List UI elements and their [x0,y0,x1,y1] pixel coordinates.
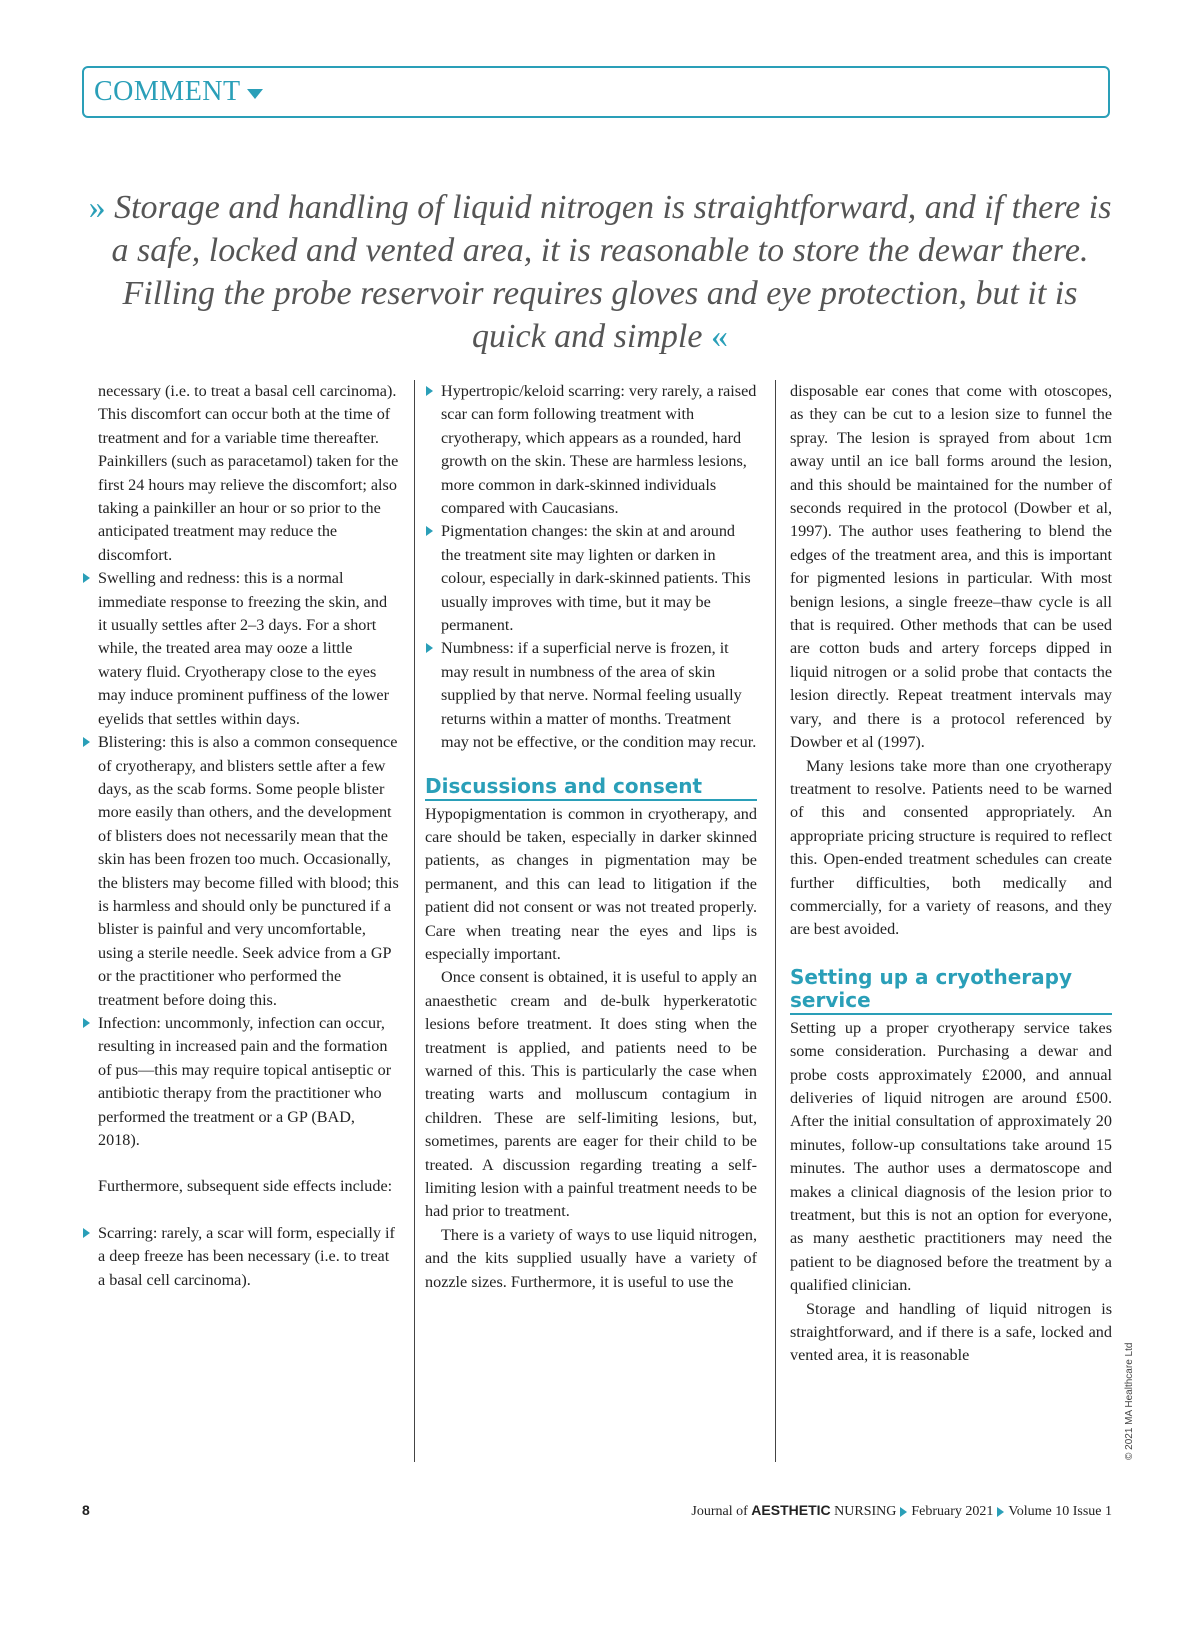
pull-quote [85,186,1115,358]
page-number: 8 [82,1502,90,1518]
column-3 [790,380,1112,1368]
section-label: COMMENT [94,76,263,108]
column-2 [425,380,757,1294]
quote-close-mark: « [710,318,728,355]
paragraph: Hypopigmentation is common in cryotherapy, and care should be taken, especially in darker skinned patients, as changes in pigmentation may be permanent, and this can lead to litigation if the patient did not consent or was not treated properly. Care when treating near the eyes and lips is especially important. [425,804,757,963]
bullet-item: Swelling and redness: this is a normal immediate response to freezing the skin, and it usually settles after 2–3 days. For a short while, the treated area may ooze a little watery fluid. Cryotherapy close to the eyes may induce prominent puffiness of the lower eyelids that settles within days. [82,567,400,731]
paragraph: necessary (i.e. to treat a basal cell carcinoma). This discomfort can occur both at the time of treatment and for a variable time thereafter. Painkillers (such as paracetamol) taken for the first 24 hours may relieve the discomfort; also taking a painkiller an hour or so prior to the anticipated treatment may reduce the discomfort. [98,382,399,564]
paragraph: There is a variety of ways to use liquid nitrogen, and the kits supplied usually have a variety of nozzle sizes. Furthermore, it is useful to use the [425,1225,757,1291]
paragraph: Furthermore, subsequent side effects include: [98,1177,393,1196]
paragraph: Setting up a proper cryotherapy service takes some consideration. Purchasing a dewar and probe costs approximately £2000, and annual deliveries of liquid nitrogen are around £500. After the initial consultation of approximately 20 minutes, follow-up consultations take around 15 minutes. The author uses a dermatoscope and makes a clinical diagnosis of the lesion prior to treatment, but this is not an option for everyone, as many aesthetic practitioners may need the patient to be diagnosed before the treatment by a qualified clinician. [790,1018,1112,1295]
bullet-item: Scarring: rarely, a scar will form, especially if a deep freeze has been necessary (i.e. to treat a basal cell carcinoma). [82,1222,400,1292]
bullet-triangle-icon [83,573,90,583]
bullet-triangle-icon [426,526,433,536]
column-divider [414,380,415,1462]
journal-footer [691,1502,1112,1520]
journal-suffix: NURSING [834,1504,897,1519]
paragraph: Storage and handling of liquid nitrogen is straightforward, and if there is a safe, locked and vented area, it is reasonable [790,1299,1112,1365]
column-1 [82,380,400,1292]
copyright-notice: © 2021 MA Healthcare Ltd [1124,1342,1135,1460]
bullet-triangle-icon [426,643,433,653]
bullet-item: Numbness: if a superficial nerve is frozen, it may result in numbness of the area of skin supplied by that nerve. Normal feeling usually returns within a matter of months. Treatment may not be effective, or the condition may recur. [425,637,757,754]
journal-prefix: Journal of [691,1504,748,1519]
bullet-triangle-icon [426,386,433,396]
bullet-item: Infection: uncommonly, infection can occur, resulting in increased pain and the formation of pus—this may require topical antiseptic or antibiotic therapy from the practitioner who performed the treatment or a GP (BAD, 2018). [82,1012,400,1152]
bullet-triangle-icon [83,737,90,747]
paragraph: Once consent is obtained, it is useful to apply an anaesthetic cream and de-bulk hyperkeratotic lesions before treatment. It does sting when the treatment is applied, and patients need to be warned of this. This is particularly the case when treating warts and molluscum contagium in children. These are self-limiting lesions, but, sometimes, parents are eager for their child to be treated. A discussion regarding treating a self-limiting lesion with a painful treatment needs to be had prior to treatment. [425,968,757,1221]
paragraph: Many lesions take more than one cryotherapy treatment to resolve. Patients need to be warned of this and consented appropriately. An appropriate pricing structure is required to reflect this. Open-ended treatment schedules can create further difficulties, both medically and commercially, for a variety of reasons, and they are best avoided. [790,756,1112,939]
volume-issue: Volume 10 Issue 1 [1008,1504,1112,1519]
section-heading: Setting up a cryotherapy service [790,966,1112,1015]
bullet-item: Pigmentation changes: the skin at and around the treatment site may lighten or darken in colour, especially in dark-skinned patients. This usually improves with time, but it may be permanent. [425,520,757,637]
paragraph: disposable ear cones that come with otoscopes, as they can be cut to a lesion size to funnel the spray. The lesion is sprayed from about 1cm away until an ice ball forms around the lesion, and this should be maintained for the number of seconds required in the protocol (Dowber et al, 1997). The author uses feathering to blend the edges of the treatment area, and this is important for pigmented lesions in particular. With most benign lesions, a single freeze–thaw cycle is all that is required. Other methods that can be used are cotton buds and artery forceps dipped in liquid nitrogen or a solid probe that contacts the lesion directly. Repeat treatment intervals may vary, and there is a protocol referenced by Dowber et al (1997). [790,382,1112,752]
bullet-item: Blistering: this is also a common consequence of cryotherapy, and blisters settle after a few days, as the scab forms. Some people blister more easily than others, and the development of blisters does not necessarily mean that the skin has been frozen too much. Occasionally, the blisters may become filled with blood; this is harmless and should only be punctured if a blister is painful and very uncomfortable, using a sterile needle. Seek advice from a GP or the practitioner who performed the treatment before doing this. [82,731,400,1012]
journal-name-bold: AESTHETIC [751,1502,831,1518]
quote-open-mark: » [88,189,106,226]
triangle-right-icon [997,1507,1004,1517]
triangle-down-icon [247,89,263,99]
bullet-item: Hypertropic/keloid scarring: very rarely, a raised scar can form following treatment with cryotherapy, which appears as a rounded, hard growth on the skin. These are harmless lesions, more common in dark-skinned individuals compared with Caucasians. [425,380,757,520]
bullet-triangle-icon [83,1228,90,1238]
issue-date: February 2021 [911,1504,994,1519]
section-heading: Discussions and consent [425,775,757,801]
triangle-right-icon [900,1507,907,1517]
section-header-box [82,66,1110,118]
pull-quote-text: Storage and handling of liquid nitrogen is straightforward, and if there is a safe, locked and vented area, it is reasonable to store the dewar there. Filling the probe reservoir requires gloves and eye protection, but it is quick and simple [111,189,1112,355]
column-divider [775,380,776,1462]
bullet-triangle-icon [83,1018,90,1028]
